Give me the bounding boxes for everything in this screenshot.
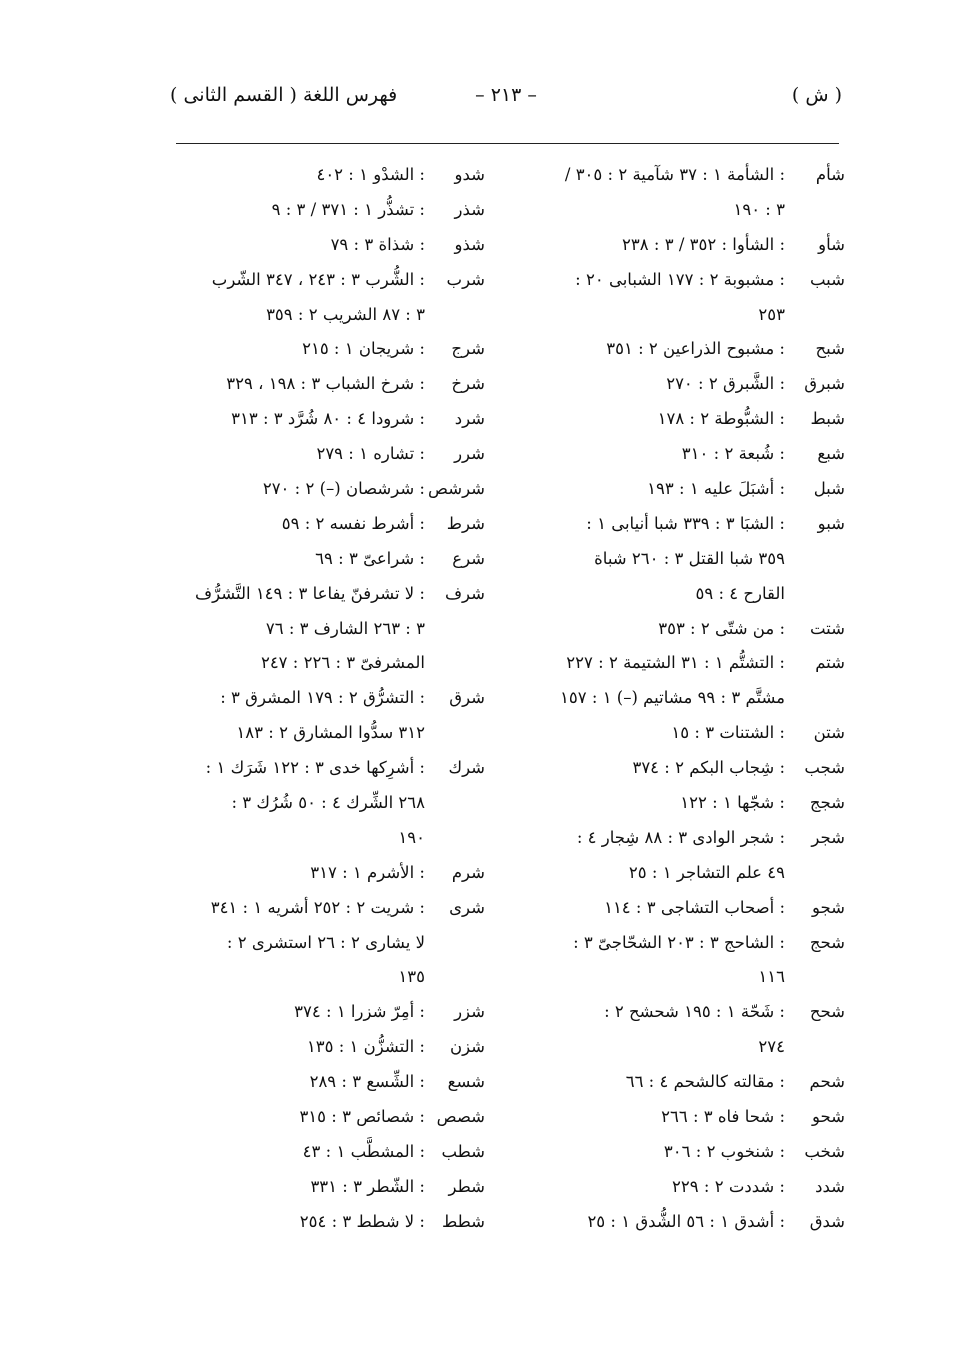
entry-root: شزر	[454, 1002, 485, 1022]
entry-references: : الشبَا ٣ : ٣٣٩ شبا أنيابى ١ :	[586, 513, 785, 533]
entry-root: شبع	[817, 444, 845, 464]
entry-references: : التشزُّن ١ : ١٣٥	[306, 1037, 425, 1057]
entry-references: لا يشارى ٢ : ٢٦ استشرى ٢ :	[226, 932, 425, 952]
entry-root: شذو	[454, 234, 485, 254]
entry-references: ١٩٠	[398, 827, 425, 847]
index-entry-line	[545, 193, 845, 228]
entry-references: ٣ : ١٩٠	[733, 199, 785, 219]
entry-references: ٤٩ علم التشاجر ١ : ٢٥	[628, 862, 785, 882]
index-entry-line	[545, 1065, 845, 1100]
entry-references: : مشبوبة ٢ : ١٧٧ الشبابى ٢٠ :	[575, 269, 785, 289]
entry-references: : أشبَلَ عليه ١ : ١٩٣	[647, 479, 785, 499]
entry-references: : شذاة ٣ : ٧٩	[330, 234, 425, 254]
entry-references: : الشدْو ١ : ٤٠٢	[316, 165, 425, 184]
entry-references: : أشدق ١ : ٥٦ الشُّدق ١ : ٢٥	[587, 1211, 785, 1231]
entry-references: : شريت ٢ : ٢٥٢ أشريه ١ : ٣٤١	[210, 897, 425, 917]
entry-root: شزن	[449, 1037, 485, 1057]
entry-root: شرشص	[428, 479, 485, 499]
entry-references: : تشذُّر ١ : ٣٧١ / ٣ : ٩	[271, 199, 425, 219]
index-entry-line	[185, 926, 485, 961]
entry-root: شجج	[809, 793, 845, 813]
entry-references: ١١٦	[758, 967, 785, 987]
index-entry-line	[185, 437, 485, 472]
entry-root: شرط	[446, 513, 485, 533]
index-entry-line	[545, 332, 845, 367]
index-entry-line	[185, 577, 485, 612]
entry-references: : شريجان ١ : ٢١٥	[302, 339, 425, 359]
entry-root: شبل	[813, 479, 845, 499]
entry-root: شدد	[815, 1176, 845, 1196]
entry-references: : شددت ٢ : ٢٢٩	[672, 1176, 785, 1196]
index-entry-line	[545, 786, 845, 821]
entry-root: شرع	[452, 548, 485, 568]
index-entry-line	[185, 960, 485, 995]
entry-references: : الشِّسع ٣ : ٢٨٩	[309, 1072, 425, 1092]
entry-references: : مقالته كالشحم ٤ : ٦٦	[625, 1072, 785, 1092]
entry-references: ٣ : ٢٦٣ الشارف ٣ : ٧٦	[265, 618, 425, 638]
index-entry-line	[545, 821, 845, 856]
index-entry-line	[185, 1065, 485, 1100]
entry-root: شرك	[448, 758, 485, 778]
index-entry-line	[545, 402, 845, 437]
entry-references: : شُبعة ٢ : ٣١٠	[681, 444, 785, 464]
header-rule	[176, 143, 839, 144]
entry-root: شطر	[448, 1176, 485, 1196]
index-entry-line	[545, 158, 845, 193]
entry-root: شجب	[804, 758, 845, 778]
entry-references: : الشاحج ٣ : ٢٠٣ الشحّاجىّ ٣ :	[573, 932, 785, 952]
index-entry-line	[545, 228, 845, 263]
entry-root: شذر	[454, 199, 485, 219]
entry-root: شصص	[436, 1107, 485, 1127]
index-entry-line	[545, 960, 845, 995]
entry-references: مشتَّم ٣ : ٩٩ مشاتيم (–) ١ : ١٥٧	[560, 688, 785, 708]
entry-references: : الأشرم ١ : ٣١٧	[310, 862, 425, 882]
entry-references: : لا شطط ٣ : ٢٥٤	[299, 1211, 425, 1231]
entry-references: : شراعىّ ٣ : ٦٩	[315, 548, 425, 568]
entry-root: شخب	[804, 1141, 845, 1161]
left-column	[185, 158, 485, 1240]
entry-root: شسع	[447, 1072, 485, 1092]
entry-references: : أشرِكها خدى ٣ : ١٢٢ شَرَك ١ :	[205, 758, 425, 778]
index-entry-line	[545, 367, 845, 402]
entry-references: ٢٥٣	[758, 304, 785, 324]
index-entry-line	[185, 402, 485, 437]
entry-root: شرد	[454, 409, 485, 429]
entry-references: ٢٦٨ الشِّرك ٤ : ٥٠ شُرُك ٣ :	[231, 793, 425, 813]
index-entry-line	[545, 1135, 845, 1170]
section-letter: ( ش )	[791, 84, 842, 106]
entry-references: : التشرُّق ٢ : ١٧٩ المشرق ٣ :	[220, 688, 425, 708]
index-entry-line	[545, 263, 845, 298]
entry-root: شرم	[451, 862, 485, 882]
index-entry-line	[185, 716, 485, 751]
entry-references: : شحا فاه ٣ : ٢٦٦	[661, 1107, 785, 1127]
entry-references: : أشرط نفسه ٢ : ٥٩	[281, 513, 425, 533]
index-entry-line	[545, 542, 845, 577]
entry-references: : لا تشرفنّ يفاعا ٣ : ١٤٩ التَّشرُّف	[195, 583, 425, 603]
index-entry-line	[545, 926, 845, 961]
entry-references: : شِجاب البكم ٢ : ٣٧٤	[632, 758, 785, 778]
entry-references: : شجّها ١ : ١٢٢	[680, 793, 785, 813]
entry-references: : التشتُّم ١ : ٣١ الشتيمة ٢ : ٢٢٧	[566, 653, 785, 673]
index-entry-line	[185, 507, 485, 542]
index-entry-line	[545, 891, 845, 926]
index-entry-line	[545, 1205, 845, 1240]
entry-references: : الشتنات ٣ : ١٥	[671, 723, 785, 743]
entry-references: : شَحّة ١ : ١٩٥ شحشح ٢ :	[604, 1002, 785, 1022]
entry-root: شدو	[454, 165, 485, 184]
entry-references: المشرفىّ ٣ : ٢٢٦ : ٢٤٧	[260, 653, 425, 673]
index-entry-line	[185, 821, 485, 856]
entry-root: شتن	[813, 723, 845, 743]
entry-root: شرخ	[451, 374, 485, 394]
index-entry-line	[545, 681, 845, 716]
entry-references: : الشُّرب ٣ : ٢٤٣ ، ٣٤٧ الشّرب	[211, 269, 425, 289]
entry-root: شجر	[811, 827, 845, 847]
index-entry-line	[545, 646, 845, 681]
entry-root: شبو	[817, 513, 845, 533]
index-entry-line	[185, 1205, 485, 1240]
entry-root: شأو	[818, 234, 845, 254]
index-entry-line	[545, 612, 845, 647]
index-entry-line	[545, 472, 845, 507]
entry-references: : شصائص ٣ : ٣١٥	[299, 1107, 425, 1127]
index-entry-line	[185, 1135, 485, 1170]
index-entry-line	[545, 437, 845, 472]
entry-root: شبط	[810, 409, 845, 429]
entry-root: شطب	[441, 1141, 485, 1161]
entry-references: : شرشصان (–) ٢ : ٢٧٠	[262, 479, 425, 499]
index-entry-line	[545, 1100, 845, 1135]
index-entry-line	[185, 891, 485, 926]
entry-root: شحج	[809, 932, 845, 952]
entry-root: شبرق	[804, 374, 845, 394]
entry-references: ٣ : ٨٧ الشريب ٢ : ٣٥٩	[266, 304, 425, 324]
index-entry-line	[185, 786, 485, 821]
index-entry-line	[545, 716, 845, 751]
entry-references: : شجر الوادى ٣ : ٨٨ شِجار ٤ :	[576, 827, 785, 847]
entry-references: : تشاره ١ : ٢٧٩	[316, 444, 425, 464]
index-entry-line	[185, 298, 485, 333]
entry-references: : الشأمة ١ : ٣٧ شآمية ٢ : ٣٠٥ /	[564, 165, 785, 184]
index-entry-line	[185, 751, 485, 786]
entry-root: شحح	[809, 1002, 845, 1022]
index-entry-line	[185, 367, 485, 402]
index-entry-line	[185, 158, 485, 193]
entry-references: : شرودا ٤ : ٨٠ شُرَّد ٣ : ٣١٣	[231, 409, 425, 429]
entry-references: : شنخوب ٢ : ٣٠٦	[663, 1141, 785, 1161]
index-entry-line	[545, 856, 845, 891]
index-entry-line	[185, 542, 485, 577]
entry-references: : أصحاب التشاجى ٣ : ١١٤	[604, 897, 785, 917]
entry-root: شبب	[809, 269, 845, 289]
entry-root: شأم	[815, 165, 845, 184]
entry-root: شجو	[812, 897, 845, 917]
index-entry-line	[185, 1170, 485, 1205]
entry-root: شحو	[812, 1107, 845, 1127]
entry-references: ٣٥٩ شبا القتل ٣ : ٢٦٠ شباة	[594, 548, 785, 568]
entry-references: : المشطَّب ١ : ٤٣	[302, 1141, 425, 1161]
index-entry-line	[545, 751, 845, 786]
index-entry-line	[185, 856, 485, 891]
index-entry-line	[545, 1170, 845, 1205]
index-entry-line	[185, 995, 485, 1030]
index-entry-line	[185, 1030, 485, 1065]
entry-root: شرب	[446, 269, 485, 289]
entry-root: شرر	[454, 444, 485, 464]
index-entry-line	[185, 228, 485, 263]
entry-root: شتت	[809, 618, 845, 638]
entry-root: شرج	[451, 339, 485, 359]
entry-references: ٣١٢ سدُّوا المشارق ٢ : ١٨٣	[236, 723, 425, 743]
entry-root: شرق	[449, 688, 485, 708]
entry-root: شبح	[815, 339, 845, 359]
index-entry-line	[545, 577, 845, 612]
entry-references: : أمِرّ شزرا ١ : ٣٧٤	[294, 1002, 425, 1022]
index-entry-line	[185, 1100, 485, 1135]
page-number: – ٢١٣ –	[475, 84, 537, 106]
entry-references: : شرخ الشباب ٣ : ١٩٨ ، ٣٢٩	[226, 374, 425, 394]
entry-root: شدق	[809, 1211, 845, 1231]
entry-references: : الشَّبرق ٢ : ٢٧٠	[666, 374, 785, 394]
index-entry-line	[185, 263, 485, 298]
page-header	[170, 84, 842, 114]
entry-references: ١٣٥	[398, 967, 425, 987]
index-entry-line	[545, 1030, 845, 1065]
index-entry-line	[545, 995, 845, 1030]
index-entry-line	[185, 646, 485, 681]
index-entry-line	[185, 193, 485, 228]
index-entry-line	[545, 507, 845, 542]
right-column	[545, 158, 845, 1240]
entry-root: شرف	[444, 583, 485, 603]
entry-root: شطط	[441, 1211, 485, 1231]
entry-root: شرى	[449, 897, 485, 917]
index-entry-line	[545, 298, 845, 333]
entry-references: : الشّطر ٣ : ٣٣١	[310, 1176, 425, 1196]
entry-references: : الشبُّوطة ٢ : ١٧٨	[657, 409, 785, 429]
entry-references: القارح ٤ : ٥٩	[695, 583, 785, 603]
entry-references: : من شتّى ٢ : ٣٥٣	[658, 618, 785, 638]
running-title: فهرس اللغة ( القسم الثانى )	[170, 84, 398, 106]
entry-references: ٢٧٤	[758, 1037, 785, 1057]
entry-references: : مشبوح الذراعين ٢ : ٣٥١	[606, 339, 785, 359]
entry-references: : الشأوا : ٣٥٢ / ٣ : ٢٣٨	[622, 234, 785, 254]
index-entry-line	[185, 681, 485, 716]
index-entry-line	[185, 332, 485, 367]
index-entry-line	[185, 612, 485, 647]
entry-root: شتم	[815, 653, 845, 673]
index-entry-line	[185, 472, 485, 507]
entry-root: شحم	[809, 1072, 845, 1092]
